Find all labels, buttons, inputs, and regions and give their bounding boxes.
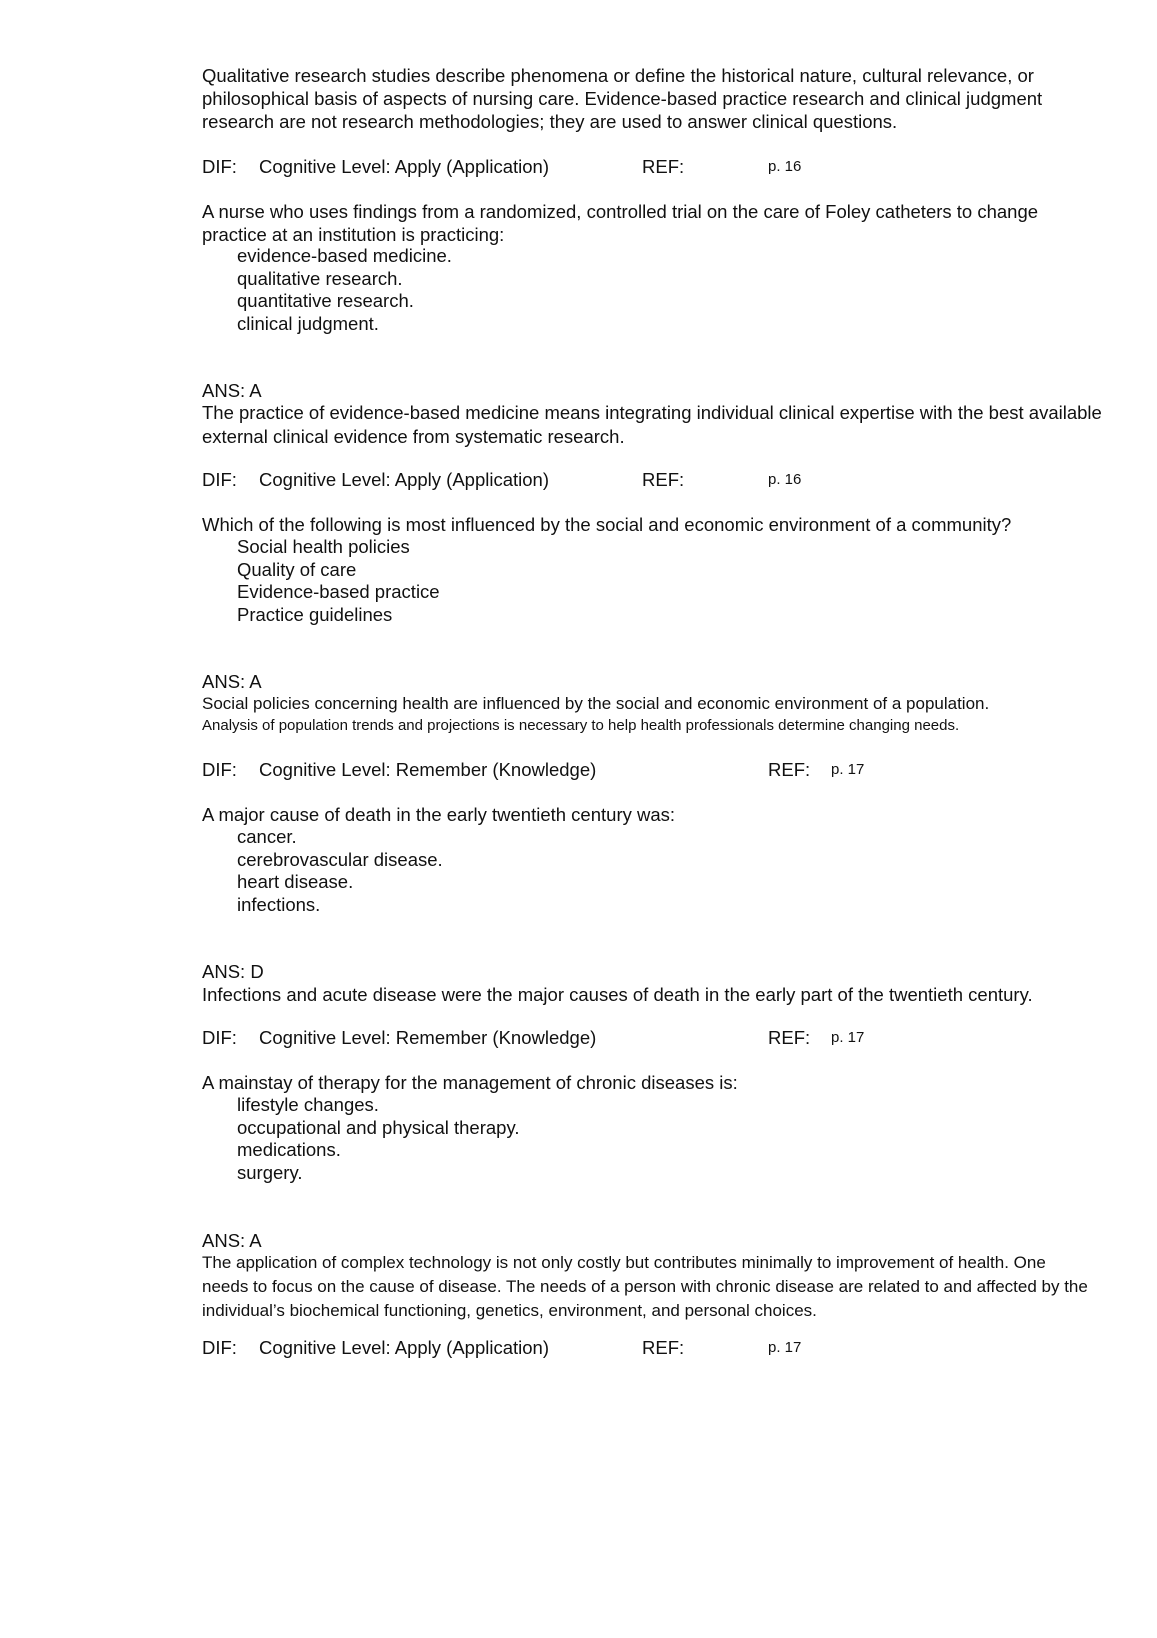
rationale-text: Social policies concerning health are influenced by the social and economic environment of a population.: [202, 694, 990, 713]
question-text: A major cause of death in the early twentieth century was:: [202, 804, 676, 825]
answer-text: ANS: A: [202, 380, 262, 401]
answer-text: ANS: A: [202, 671, 262, 692]
ref-label: REF:: [642, 469, 685, 490]
answer-text: ANS: A: [202, 1230, 262, 1251]
dif-value: Cognitive Level: Remember (Knowledge): [259, 759, 597, 780]
ref-value: p. 17: [831, 761, 865, 778]
dif-value: Cognitive Level: Remember (Knowledge): [259, 1027, 597, 1048]
option-item: occupational and physical therapy.: [237, 1116, 520, 1138]
dif-label: DIF:: [202, 1337, 237, 1358]
ref-value: p. 17: [831, 1029, 865, 1046]
dif-value: Cognitive Level: Apply (Application): [259, 1337, 549, 1358]
question-text: A nurse who uses findings from a randomized, controlled trial on the care of Foley catheters to change practice at an institution is practicing:: [202, 201, 1039, 245]
dif-label: DIF:: [202, 469, 237, 490]
option-item: surgery.: [237, 1161, 303, 1183]
option-item: heart disease.: [237, 871, 354, 892]
ref-value: p. 17: [768, 1339, 802, 1356]
ref-label: REF:: [642, 1337, 685, 1358]
rationale-text: The application of complex technology is not only costly but contributes minimally to improvement of health. One needs to focus on the cause of disease. The needs of a person with chronic disease are related to and affected by the individual’s biochemical functioning, genetics, environment, and personal choices.: [202, 1253, 1088, 1320]
meta-row: [202, 1336, 1102, 1360]
question-text: A mainstay of therapy for the management of chronic diseases is:: [202, 1072, 738, 1093]
option-item: evidence-based medicine.: [237, 245, 452, 266]
option-item: Social health policies: [237, 536, 410, 557]
option-item: Evidence-based practice: [237, 581, 440, 602]
answer-text: ANS: D: [202, 961, 264, 982]
options-list: [202, 245, 1102, 335]
rationale-text: Qualitative research studies describe phenomena or define the historical nature, cultural relevance, or philosophical basis of aspects of nursing care. Evidence-based practice research and clinical judgment research are not research methodologies; they are used to answer clinical questions.: [202, 65, 1043, 132]
option-item: infections.: [237, 893, 321, 915]
meta-row: [202, 468, 1102, 492]
option-item: lifestyle changes.: [237, 1094, 379, 1115]
dif-label: DIF:: [202, 1027, 237, 1048]
ref-value: p. 16: [768, 471, 802, 488]
ref-label: REF:: [768, 1027, 811, 1048]
option-item: clinical judgment.: [237, 312, 379, 334]
option-item: Quality of care: [237, 558, 357, 580]
option-item: qualitative research.: [237, 267, 403, 289]
option-item: cerebrovascular disease.: [237, 848, 443, 870]
dif-value: Cognitive Level: Apply (Application): [259, 156, 549, 177]
option-item: cancer.: [237, 826, 297, 847]
meta-row: [202, 758, 1102, 782]
rationale-text: Infections and acute disease were the major causes of death in the early part of the twentieth century.: [202, 984, 1033, 1005]
options-list: [202, 826, 1102, 916]
option-item: quantitative research.: [237, 290, 414, 311]
dif-label: DIF:: [202, 156, 237, 177]
options-list: [202, 1094, 1102, 1184]
ref-value: p. 16: [768, 158, 802, 175]
options-list: [202, 536, 1102, 626]
rationale-text: Analysis of population trends and projections is necessary to help health professionals determine changing needs.: [202, 717, 960, 734]
option-item: medications.: [237, 1139, 341, 1160]
option-item: Practice guidelines: [237, 603, 393, 625]
question-text: Which of the following is most influenced by the social and economic environment of a community?: [202, 514, 1012, 535]
rationale-text: The practice of evidence-based medicine means integrating individual clinical expertise with the best available external clinical evidence from systematic research.: [202, 402, 1102, 447]
ref-label: REF:: [768, 759, 811, 780]
ref-label: REF:: [642, 156, 685, 177]
meta-row: [202, 1026, 1102, 1050]
dif-value: Cognitive Level: Apply (Application): [259, 469, 549, 490]
dif-label: DIF:: [202, 759, 237, 780]
meta-row: [202, 155, 1102, 179]
